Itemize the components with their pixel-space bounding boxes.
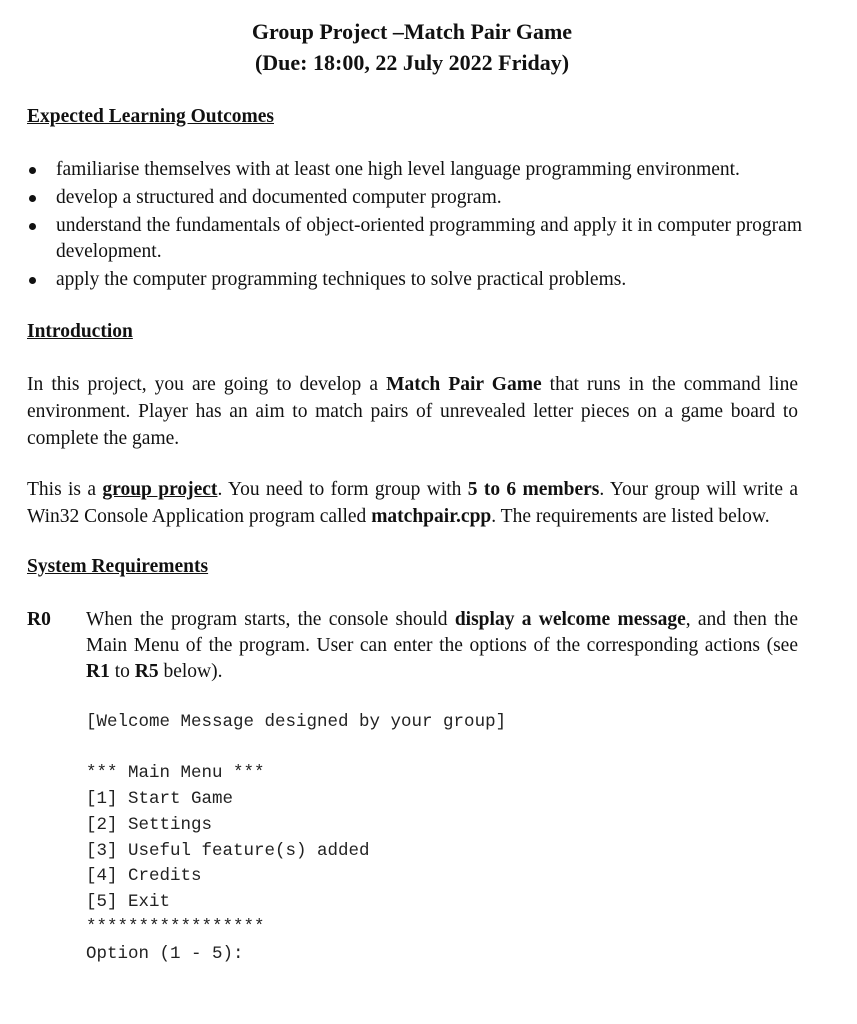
document-due-date: (Due: 18:00, 22 July 2022 Friday): [254, 50, 570, 75]
console-menu-item: [3] Useful feature(s) added: [86, 841, 370, 861]
console-option-prompt: Option (1 - 5):: [86, 944, 244, 964]
requirement-text-r0: [86, 607, 798, 685]
group-project-emphasis: group project: [102, 479, 218, 500]
learning-outcomes-list: [27, 157, 802, 295]
outcome-item: [27, 157, 802, 183]
introduction-heading: Introduction: [27, 321, 133, 342]
console-menu-title: *** Main Menu ***: [86, 763, 265, 783]
r5-reference: R5: [134, 661, 159, 682]
r0-emphasis: display a welcome message: [454, 609, 686, 630]
outcome-text: understand the fundamentals of object-oriented programming and apply it in computer program development.: [56, 215, 802, 262]
group-project-paragraph: [27, 476, 798, 530]
introduction-paragraph: [27, 371, 798, 452]
group-text: . You need to form group with: [217, 479, 468, 500]
requirement-label-r0: R0: [27, 609, 51, 630]
outcome-item: [27, 185, 802, 211]
console-menu-separator: *****************: [86, 917, 265, 937]
outcome-text: familiarise themselves with at least one high level language programming environment.: [56, 159, 740, 180]
r1-reference: R1: [86, 661, 110, 682]
group-size: 5 to 6 members: [467, 479, 600, 500]
console-menu-item: [5] Exit: [86, 892, 171, 912]
outcome-text: develop a structured and documented computer program.: [56, 187, 502, 208]
group-text: . The requirements are listed below.: [491, 506, 770, 527]
game-name: Match Pair Game: [386, 374, 542, 395]
r0-text: , and then the Main Menu of the program. User can enter the options of the corresponding actions (see: [86, 609, 798, 656]
program-filename: matchpair.cpp: [371, 506, 492, 527]
outcome-item: [27, 267, 802, 293]
console-menu-item: [4] Credits: [86, 866, 202, 886]
console-menu-item: [2] Settings: [86, 815, 213, 835]
console-welcome-message: [Welcome Message designed by your group]: [86, 712, 507, 732]
group-text: . Your group will write a Win32 Console Application program called: [27, 479, 798, 527]
learning-outcomes-heading: Expected Learning Outcomes: [27, 106, 274, 127]
outcome-item: [27, 213, 802, 265]
bullet-icon: [29, 195, 36, 202]
bullet-icon: [29, 223, 36, 230]
outcome-text: apply the computer programming techniques to solve practical problems.: [56, 269, 627, 290]
r0-text: When the program starts, the console should: [86, 609, 455, 630]
console-menu-item: [1] Start Game: [86, 789, 234, 809]
system-requirements-heading: System Requirements: [27, 556, 209, 577]
group-text: This is a: [27, 479, 103, 500]
r0-text: below).: [158, 661, 223, 682]
r0-text: to: [109, 661, 135, 682]
bullet-icon: [29, 167, 36, 174]
intro-text: that runs in the command line environment. Player has an aim to match pairs of unrevealed letter pieces on a game board to complete the game.: [27, 374, 798, 449]
document-title: Group Project –Match Pair Game: [251, 19, 573, 44]
bullet-icon: [29, 277, 36, 284]
intro-text: In this project, you are going to develop a: [27, 374, 387, 395]
